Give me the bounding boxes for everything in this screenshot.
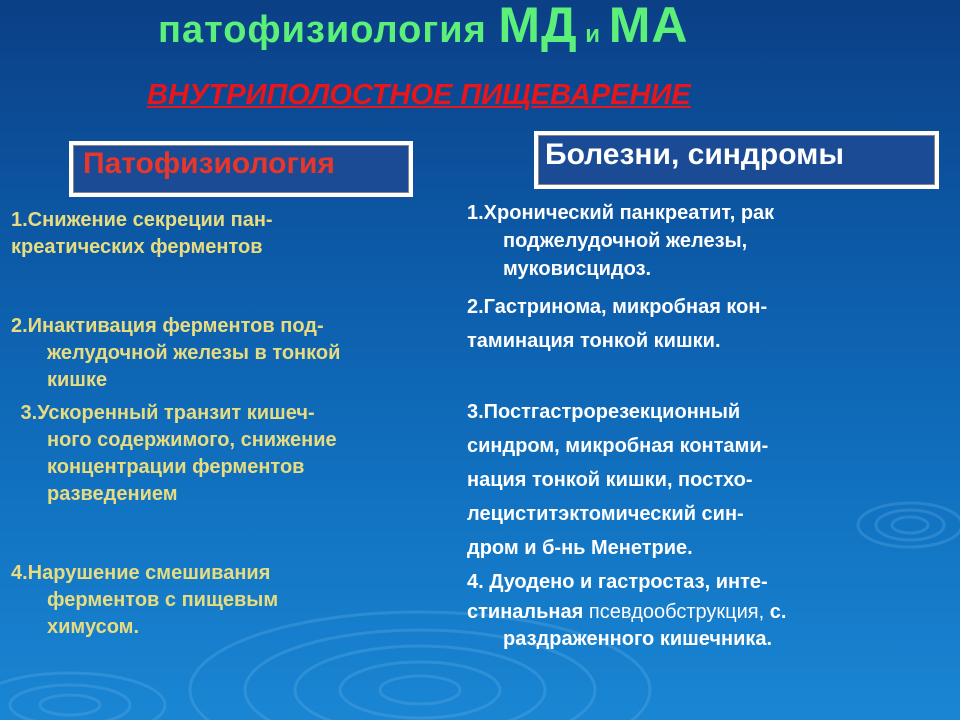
list-item: 3.Постгастрорезекционный синдром, микробная контами- нация тонкой кишки, постхо- лециститэктомический син- дром и б-нь Менетрие. (467, 401, 769, 559)
slide-title: патофизиология МД и МА (158, 0, 689, 53)
list-item: 4. Дуодено и гастростаз, инте- стинальная псевдообструкция, с. раздраженного кишечника. (467, 571, 787, 650)
left-column-header-box (69, 141, 413, 197)
list-item: 1.Хронический панкреатит, рак поджелудочной железы, муковисцидоз. (467, 202, 775, 280)
right-column-header: Болезни, синдромы (545, 138, 844, 171)
right-column-header-box (534, 131, 939, 189)
list-item: 2.Инактивация ферментов под- желудочной железы в тонкой кишке (11, 315, 341, 391)
slide-subtitle: ВНУТРИПОЛОСТНОЕ ПИЩЕВАРЕНИЕ (147, 79, 691, 111)
list-item: 2.Гастринома, микробная кон- таминация тонкой кишки. (467, 296, 768, 352)
list-item: 3.Ускоренный транзит кишеч- ного содержимого, снижение концентрации ферментов разведением (15, 402, 337, 505)
list-item: 4.Нарушение смешивания ферментов с пищевым химусом. (11, 562, 279, 638)
left-column-header: Патофизиология (83, 147, 335, 180)
list-item: 1.Снижение секреции пан- креатических ферментов (11, 209, 273, 258)
